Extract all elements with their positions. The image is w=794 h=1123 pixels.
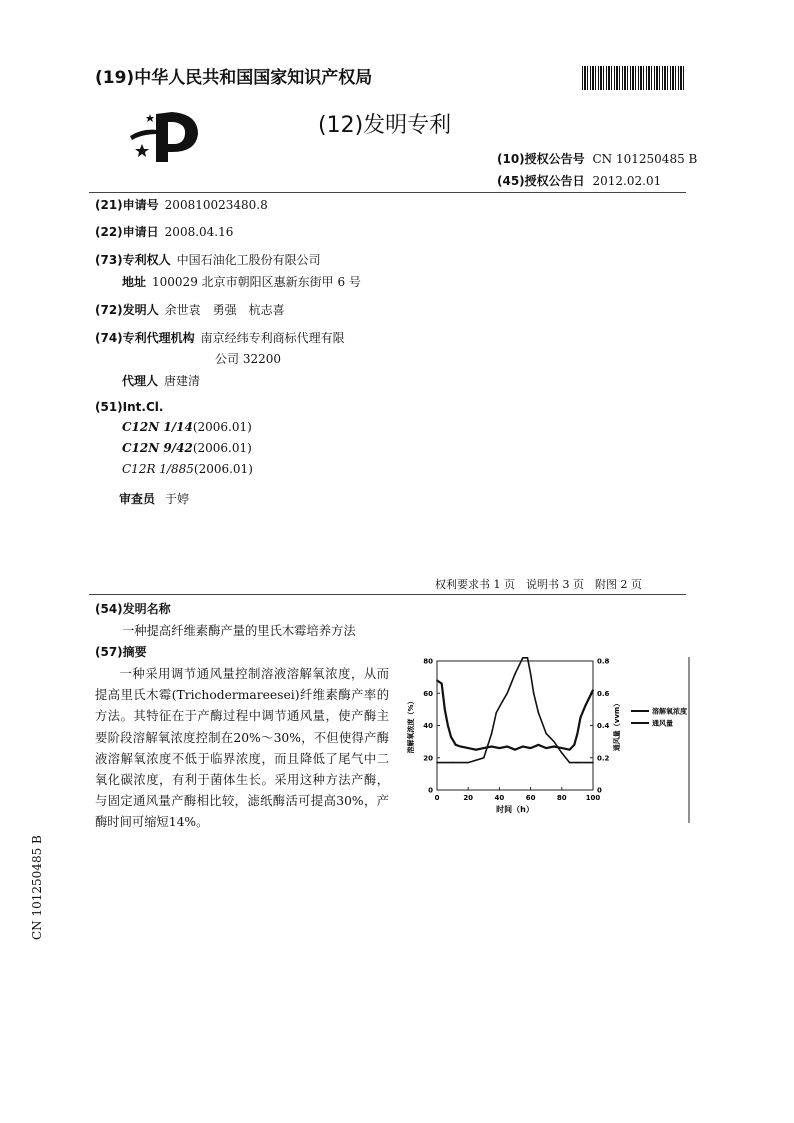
ipc-code-3-code: C12R 1/885 xyxy=(122,462,194,476)
x-axis-label: 时间（h） xyxy=(496,805,534,814)
y-right-tick-label: 0.2 xyxy=(597,754,610,763)
series-2-point xyxy=(491,733,493,735)
address xyxy=(122,273,361,290)
patentee-value: 中国石油化工股份有限公司 xyxy=(176,253,321,267)
series-2-point xyxy=(545,733,547,735)
series-1-point xyxy=(499,747,501,749)
y-left-axis-label: 溶解氧浓度（%） xyxy=(407,697,415,754)
ipc-code-2 xyxy=(122,441,252,455)
y-left-tick-label: 80 xyxy=(423,657,433,666)
series-1-point xyxy=(483,747,485,749)
int-cl-label xyxy=(95,400,163,414)
series-1-point xyxy=(580,717,582,719)
publication-number-label: (10)授权公告号 xyxy=(497,152,585,166)
patentee xyxy=(95,251,321,268)
y-right-axis-label: 通风量（vvm） xyxy=(613,699,621,752)
series-1-point xyxy=(573,744,575,746)
dissolved-oxygen-chart xyxy=(405,655,695,825)
series-2-point xyxy=(452,762,454,764)
plot-frame xyxy=(437,661,593,790)
invention-title-heading: (54)发明名称 xyxy=(95,602,171,616)
series-2-point xyxy=(436,762,438,764)
series-2-point xyxy=(495,712,497,714)
series-2-point xyxy=(569,762,571,764)
series-1-point xyxy=(530,747,532,749)
patentee-label: (73)专利权人 xyxy=(95,253,171,267)
series-1-point xyxy=(569,749,571,751)
series-2-point xyxy=(483,757,485,759)
series-2-point xyxy=(527,657,529,659)
publication-number-value: CN 101250485 B xyxy=(592,152,698,166)
series-1-point xyxy=(447,725,449,727)
y-right-tick-label: 0.6 xyxy=(597,689,610,698)
abstract-body xyxy=(95,664,389,834)
series-1-point xyxy=(514,749,516,751)
series-1-point xyxy=(450,736,452,738)
x-tick-label: 80 xyxy=(556,794,567,802)
agent xyxy=(122,372,200,389)
patent-agency-continued: 公司 32200 xyxy=(215,352,281,366)
series-1-point xyxy=(538,744,540,746)
y-left-tick-label: 40 xyxy=(423,722,433,730)
series-1-point xyxy=(475,749,477,751)
series-2-point xyxy=(514,673,516,675)
y-right-tick-label: 0.4 xyxy=(597,722,610,730)
publication-number xyxy=(497,150,697,167)
series-2-point xyxy=(467,762,469,764)
office-name: (19)中华人民共和国国家知识产权局 xyxy=(95,68,373,88)
address-value: 100029 北京市朝阳区惠新东街甲 6 号 xyxy=(152,275,361,289)
publication-date xyxy=(497,172,661,189)
abstract-label xyxy=(95,643,147,660)
abstract-heading: (57)摘要 xyxy=(95,645,147,659)
inventors xyxy=(95,301,285,318)
application-number-label: (21)申请号 xyxy=(95,198,159,212)
y-left-tick-label: 20 xyxy=(423,754,433,763)
inventors-value: 余世袁 勇强 杭志喜 xyxy=(164,303,285,317)
series-2-point xyxy=(533,692,535,694)
y-right-tick-label: 0 xyxy=(597,786,602,795)
ipc-code-2-code: C12N 9/42 xyxy=(122,441,193,455)
document-type: (12)发明专利 xyxy=(318,113,452,138)
agent-label: 代理人 xyxy=(122,374,159,388)
ipc-code-1-date: (2006.01) xyxy=(192,420,252,434)
series-2-point xyxy=(577,762,579,764)
x-tick-label: 100 xyxy=(585,794,601,802)
series-1-point xyxy=(491,746,493,748)
series-1-point xyxy=(589,696,591,698)
x-tick-label: 60 xyxy=(525,794,536,802)
series-2-point xyxy=(502,701,504,703)
series-1-point xyxy=(577,733,579,735)
series-line-1 xyxy=(437,680,593,749)
abstract-figure xyxy=(405,655,695,825)
application-date-value: 2008.04.16 xyxy=(164,225,234,239)
series-2-point xyxy=(538,712,540,714)
patent-agency xyxy=(95,329,345,346)
series-2-point xyxy=(522,657,524,659)
series-1-point xyxy=(561,747,563,749)
series-1-point xyxy=(506,746,508,748)
agent-value: 唐建清 xyxy=(164,374,201,388)
page-counts: 权利要求书 1 页 说明书 3 页 附图 2 页 xyxy=(435,578,642,591)
application-number xyxy=(95,196,268,213)
x-tick-label: 0 xyxy=(434,794,440,802)
invention-title: 一种提高纤维素酶产量的里氏木霉培养方法 xyxy=(122,624,356,638)
x-tick-label: 40 xyxy=(494,794,505,802)
ipc-code-1 xyxy=(122,420,252,434)
series-2-point xyxy=(553,741,555,743)
publication-date-label: (45)授权公告日 xyxy=(497,174,585,188)
application-number-value: 200810023480.8 xyxy=(164,198,268,212)
barcode xyxy=(582,66,685,90)
series-1-point xyxy=(584,705,586,707)
ipc-code-3-date: (2006.01) xyxy=(193,462,253,476)
series-1-point xyxy=(553,746,555,748)
legend-label: 溶解氧浓度 xyxy=(652,707,687,716)
series-1-point xyxy=(467,747,469,749)
legend-label: 通风量 xyxy=(652,719,673,728)
series-2-point xyxy=(561,752,563,754)
patent-agency-value: 南京经纬专利商标代理有限 xyxy=(200,331,345,345)
series-1-point xyxy=(455,744,457,746)
address-label: 地址 xyxy=(122,275,147,289)
int-cl-heading: (51)Int.Cl. xyxy=(95,400,164,414)
counts-divider xyxy=(89,594,686,595)
series-2-point xyxy=(592,762,594,764)
series-1-point xyxy=(444,709,446,711)
side-publication-number: CN 101250485 B xyxy=(30,835,44,940)
series-1-point xyxy=(441,683,443,685)
header-divider xyxy=(89,192,686,193)
application-date-label: (22)申请日 xyxy=(95,225,159,239)
series-1-point xyxy=(460,746,462,748)
ipc-code-3 xyxy=(122,462,253,476)
series-1-point xyxy=(522,746,524,748)
ipc-code-2-date: (2006.01) xyxy=(192,441,252,455)
y-left-tick-label: 0 xyxy=(428,786,433,795)
cnipa-logo xyxy=(128,106,206,164)
series-1-point xyxy=(436,680,438,682)
publication-date-value: 2012.02.01 xyxy=(592,174,662,188)
examiner xyxy=(119,490,189,507)
inventors-label: (72)发明人 xyxy=(95,303,159,317)
patent-agency-label: (74)专利代理机构 xyxy=(95,331,195,345)
series-1-point xyxy=(592,689,594,691)
ipc-code-1-code: C12N 1/14 xyxy=(122,420,193,434)
invention-title-label xyxy=(95,600,171,617)
application-date xyxy=(95,223,233,240)
examiner-value: 于婷 xyxy=(165,492,190,506)
series-2-point xyxy=(506,692,508,694)
y-right-tick-label: 0.8 xyxy=(597,657,610,666)
series-2-point xyxy=(530,673,532,675)
x-tick-label: 20 xyxy=(463,794,474,802)
series-1-point xyxy=(545,747,547,749)
examiner-label: 审查员 xyxy=(119,492,156,506)
y-left-tick-label: 60 xyxy=(423,689,433,698)
abstract-text: 一种采用调节通风量控制溶液溶解氧浓度，从而提高里氏木霉(Trichodermareesei)纤维素酶产率的方法。其特征在于产酶过程中调节通风量，使产酶主要阶段溶解氧浓度控制在20%～30%，不但使得产酶液溶解氧浓度不低于临界浓度，而且降低了尾气中二氧化碳浓度，有利于菌体生长。采用这种方法产酶，与固定通风量产酶相比较，滤纸酶活可提高30%，产酶时间可缩短14%。 xyxy=(95,667,389,830)
